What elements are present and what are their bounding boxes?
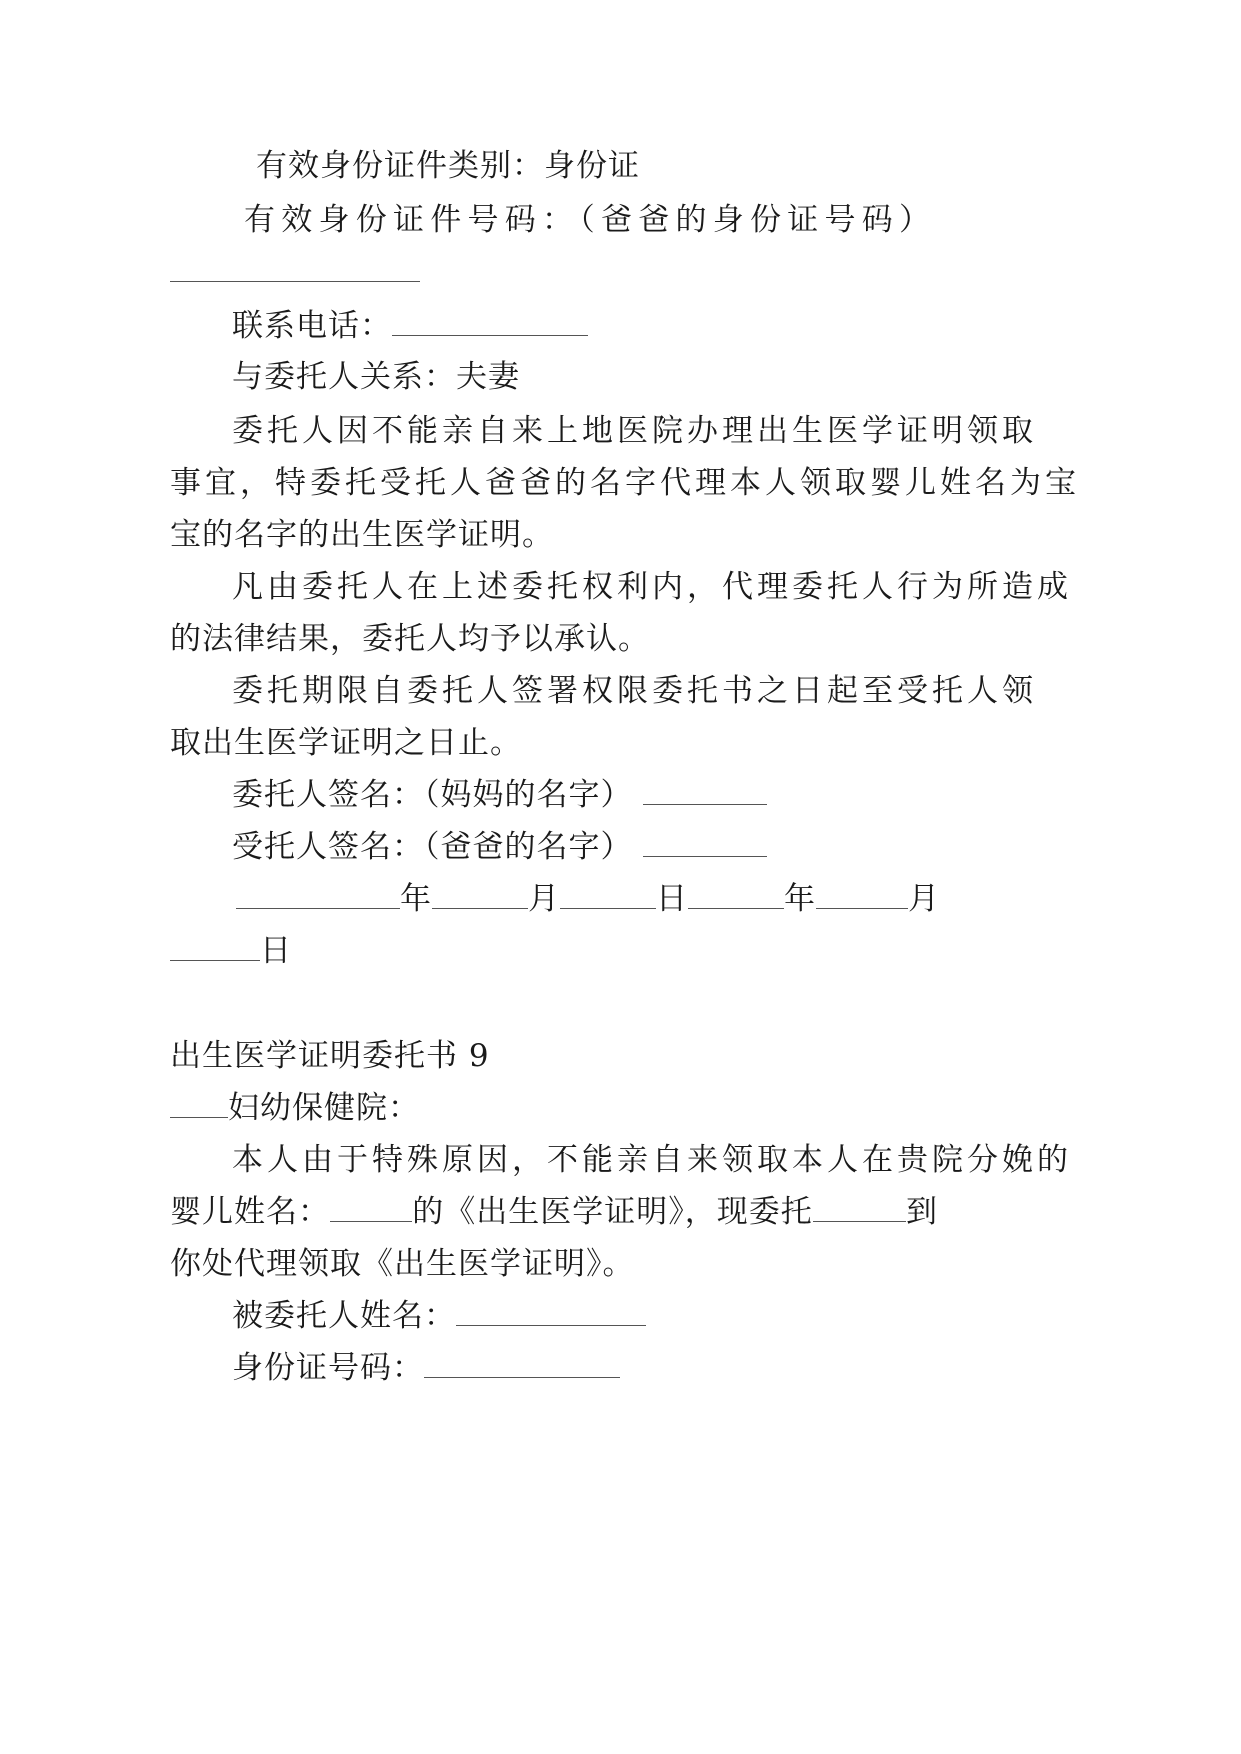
date-month-2: 月 (908, 881, 940, 917)
phone-label: 联系电话： (232, 308, 392, 344)
baby-name-label: 婴儿姓名： (170, 1194, 330, 1230)
phone-blank (392, 309, 588, 336)
id-number-label: 有效身份证件号码：（爸爸的身份证号码） (244, 202, 934, 238)
para3-line1: 委托期限自委托人签署权限委托书之日起至受托人领 (232, 673, 1037, 709)
agent-blank (813, 1195, 906, 1222)
baby-name-blank (330, 1195, 412, 1222)
id-number-label-9: 身份证号码： (232, 1350, 424, 1386)
para2-line1: 凡由委托人在上述委托权利内，代理委托人行为所造成 (232, 569, 1072, 605)
date-blank-1 (236, 882, 400, 909)
phone-line (232, 306, 588, 346)
date-line (236, 879, 940, 919)
id-number-blank-9 (424, 1351, 620, 1378)
id-type-line: 有效身份证件类别：身份证 (256, 148, 640, 184)
date-blank-5 (816, 882, 908, 909)
sign1-label: 委托人签名：（妈妈的名字） (232, 777, 633, 813)
to-text: 到 (906, 1194, 938, 1230)
section9-title: 出生医学证明委托书 9 (170, 1038, 490, 1074)
date-blank-6 (170, 934, 260, 961)
sec9-body-line3: 你处代理领取《出生医学证明》。 (170, 1246, 635, 1282)
para1-line1: 委托人因不能亲自来上地医院办理出生医学证明领取 (232, 413, 1037, 449)
sign2-blank (643, 830, 767, 857)
date-month-1: 月 (528, 881, 560, 917)
sign1-blank (643, 778, 767, 805)
date-year-1: 年 (400, 881, 432, 917)
certificate-text: 的《出生医学证明》，现委托 (412, 1194, 813, 1230)
sec9-body-line1: 本人由于特殊原因，不能亲自来领取本人在贵院分娩的 (232, 1142, 1072, 1178)
para3-line2: 取出生医学证明之日止。 (170, 725, 522, 761)
sign2-label: 受托人签名：（爸爸的名字） (232, 829, 633, 865)
addressee-blank (170, 1091, 228, 1118)
addressee-line (170, 1088, 420, 1128)
date-line-2 (170, 931, 292, 971)
addressee-label: 妇幼保健院： (228, 1090, 420, 1126)
para2-line2: 的法律结果，委托人均予以承认。 (170, 621, 650, 657)
para1-line3: 宝的名字的出生医学证明。 (170, 517, 554, 553)
agent-name-blank (456, 1299, 646, 1326)
agent-name-label: 被委托人姓名： (232, 1298, 456, 1334)
date-blank-2 (432, 882, 528, 909)
id-number-blank (170, 281, 420, 282)
date-year-2: 年 (784, 881, 816, 917)
para1-line2: 事宜，特委托受托人爸爸的名字代理本人领取婴儿姓名为宝 (170, 465, 1080, 501)
agent-name-line (232, 1296, 646, 1336)
id-number-line (232, 1348, 620, 1388)
sign1-line (232, 775, 767, 815)
date-blank-4 (688, 882, 784, 909)
sec9-body-line2 (170, 1192, 938, 1232)
sign2-line (232, 827, 767, 867)
relation-line: 与委托人关系：夫妻 (232, 359, 520, 395)
date-day-1: 日 (656, 881, 688, 917)
date-day-2: 日 (260, 933, 292, 969)
date-blank-3 (560, 882, 656, 909)
